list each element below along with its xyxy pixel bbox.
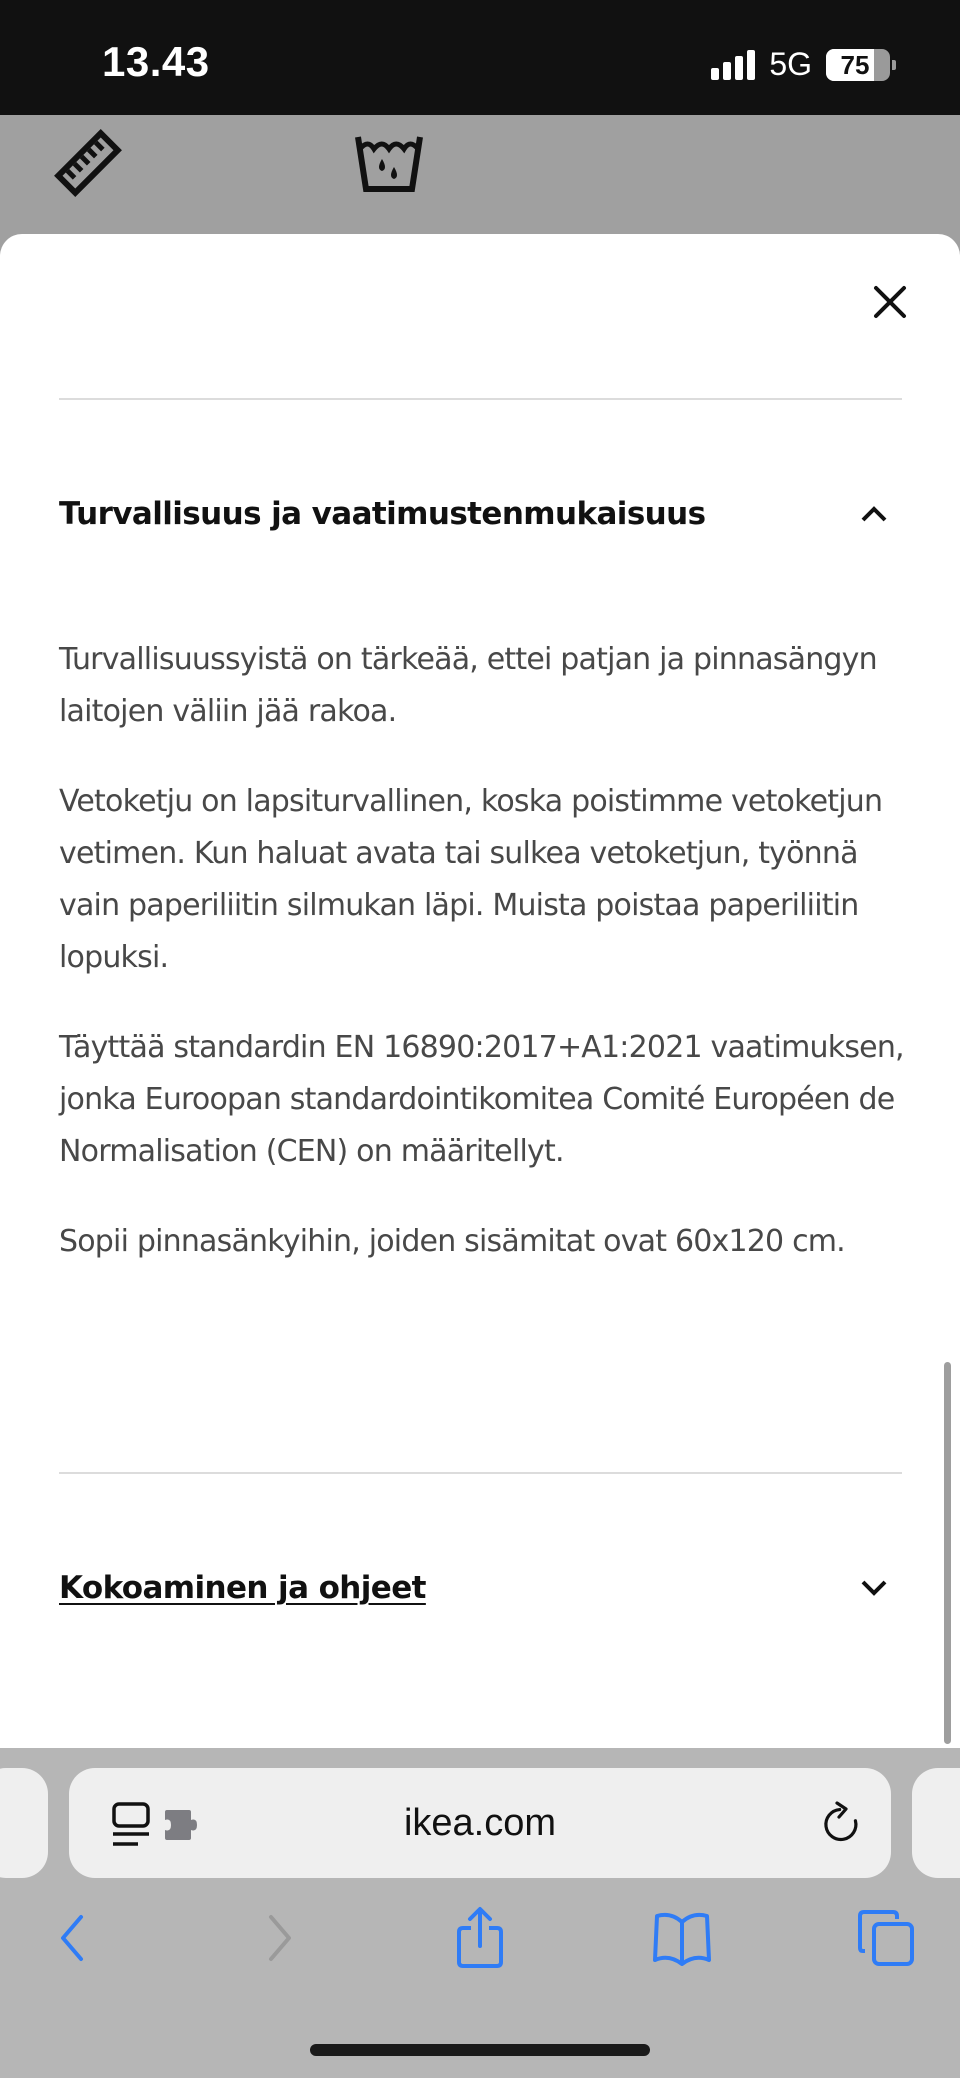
background-page	[0, 115, 960, 235]
info-sheet	[0, 234, 960, 1748]
tabs-button[interactable]	[846, 1898, 926, 1978]
section-title-link[interactable]: Kokoaminen ja ohjeet	[59, 1570, 426, 1606]
chevron-down-icon	[854, 1568, 894, 1608]
section-title: Turvallisuus ja vaatimustenmukaisuus	[59, 496, 706, 532]
status-indicators	[711, 46, 896, 83]
close-button[interactable]	[868, 280, 912, 324]
address-bar[interactable]	[69, 1768, 891, 1878]
safari-nav-toolbar	[0, 1898, 960, 1998]
close-icon	[873, 285, 907, 319]
status-bar	[0, 0, 960, 115]
home-indicator[interactable]	[310, 2044, 650, 2056]
url-text[interactable]: ikea.com	[403, 1801, 557, 1844]
back-chevron-icon	[57, 1913, 87, 1963]
paragraph: Vetoketju on lapsiturvallinen, koska poistimme vetoketjun vetimen. Kun haluat avata tai sulkea vetoketjun, työnnä vain paperiliitin silmukan läpi. Muista poistaa paperiliitin lopuksi.	[59, 784, 883, 975]
reload-icon	[821, 1800, 861, 1846]
network-type: 5G	[769, 46, 812, 82]
paragraph: Sopii pinnasänkyihin, joiden sisämitat ovat 60x120 cm.	[59, 1224, 845, 1259]
ruler-icon	[52, 127, 124, 203]
accordion-header-assembly[interactable]	[59, 1558, 902, 1618]
browser-toolbar	[0, 1748, 960, 2078]
share-icon	[455, 1906, 505, 1970]
reload-button[interactable]	[821, 1800, 861, 1850]
back-button[interactable]	[32, 1898, 112, 1978]
bookmarks-book-icon	[651, 1910, 713, 1966]
status-time: 13.43	[102, 38, 210, 85]
battery-nub	[892, 60, 896, 70]
chevron-up-icon	[854, 494, 894, 534]
bookmarks-button[interactable]	[642, 1898, 722, 1978]
share-button[interactable]	[440, 1898, 520, 1978]
scrollbar[interactable]	[944, 1362, 951, 1744]
next-tab-peek[interactable]	[912, 1768, 960, 1878]
washing-basin-icon	[354, 133, 424, 197]
battery-percent: 75	[840, 49, 870, 80]
tabs-icon	[857, 1909, 915, 1967]
battery-icon	[826, 49, 890, 81]
paragraph: Turvallisuussyistä on tärkeää, ettei patjan ja pinnasängyn laitojen väliin jää rakoa.	[59, 642, 877, 729]
forward-button[interactable]	[240, 1898, 320, 1978]
section-divider	[59, 1472, 902, 1474]
paragraph: Täyttää standardin EN 16890:2017+A1:2021 vaatimuksen, jonka Euroopan standardointikomitea Comité Européen de Normalisation (CEN) on määritellyt.	[59, 1030, 904, 1169]
previous-tab-peek[interactable]	[0, 1768, 48, 1878]
section-divider	[59, 398, 902, 400]
signal-icon	[711, 50, 755, 80]
forward-chevron-icon	[265, 1913, 295, 1963]
accordion-content-safety	[59, 634, 909, 1306]
accordion-header-safety[interactable]	[59, 484, 902, 544]
